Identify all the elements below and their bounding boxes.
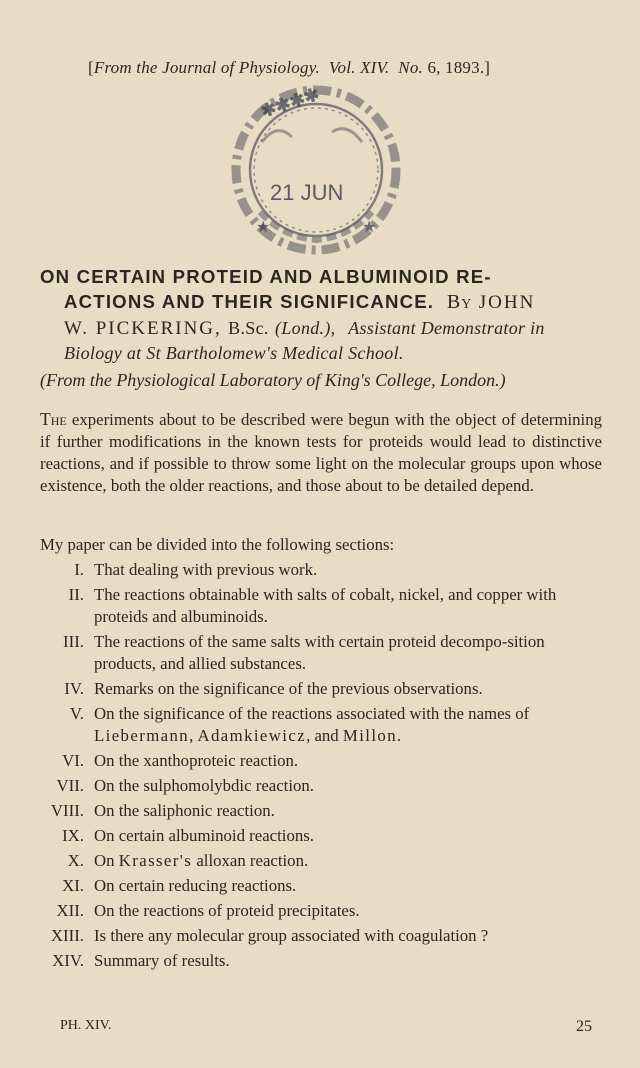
section-number: XI. — [62, 876, 84, 895]
section-item — [40, 584, 602, 628]
section-number: V. — [69, 704, 84, 723]
journal-citation — [88, 58, 558, 78]
section-text — [94, 703, 602, 747]
person-name: Liebermann — [94, 726, 190, 745]
section-number: XII. — [56, 901, 84, 920]
paper-title — [40, 264, 602, 366]
section-number: IV. — [64, 679, 84, 698]
section-list — [40, 534, 602, 972]
title-line-1: ON CERTAIN PROTEID AND ALBUMINOID RE- — [40, 266, 492, 287]
section-text: That dealing with previous work. — [94, 560, 318, 579]
stamp-date: 21 JUN — [270, 180, 344, 205]
section-text: The reactions of the same salts with certain proteid decompo-sition products, and allied substances. — [94, 632, 545, 673]
section-number: VII. — [56, 776, 84, 795]
title-line-2-text: ACTIONS AND THEIR SIGNIFICANCE. — [64, 291, 435, 312]
section-item — [40, 900, 602, 922]
intro-paragraph — [40, 408, 602, 497]
intro-text: experiments about to be described were begun with the object of determining if further modifications in the known tests for proteids would lead to distinctive reactions, and if possible to throw some light on the molecular groups upon whose existence, both the older reactions, and those about to be detailed depend. — [40, 410, 602, 495]
section-text: Summary of results. — [94, 951, 230, 970]
title-line-3 — [40, 315, 602, 341]
section-text: The reactions obtainable with salts of cobalt, nickel, and copper with proteids and albuminoids. — [94, 585, 557, 626]
person-name: Krasser's — [118, 851, 193, 870]
page-footer — [60, 1018, 600, 1036]
title-line-4: Biology at St Bartholomew's Medical School. — [64, 343, 404, 363]
section-text: On the sulphomolybdic reaction. — [94, 776, 314, 795]
section-number: III. — [63, 632, 84, 651]
page-number: 25 — [576, 1018, 592, 1035]
laboratory-affiliation: (From the Physiological Laboratory of King's College, London.) — [40, 370, 506, 390]
section-text-part: , — [189, 726, 198, 745]
author-degree: B.Sc. — [228, 318, 269, 338]
person-name: Adamkiewicz — [197, 726, 307, 745]
svg-text:✱✱✱✱: ✱✱✱✱ — [258, 83, 322, 122]
citation-bracket: [ — [88, 58, 94, 77]
section-text: On the saliphonic reaction. — [94, 801, 275, 820]
section-text-part: On — [94, 851, 119, 870]
section-item — [40, 775, 602, 797]
section-item — [40, 825, 602, 847]
title-line-2 — [40, 289, 602, 315]
section-item — [40, 678, 602, 700]
section-item — [40, 800, 602, 822]
svg-text:★: ★ — [362, 219, 377, 236]
section-item — [40, 750, 602, 772]
section-number: II. — [68, 585, 84, 604]
section-number: IX. — [62, 826, 84, 845]
section-number: XIII. — [50, 926, 84, 945]
section-text: On the xanthoproteic reaction. — [94, 751, 299, 770]
section-text: On certain albuminoid reactions. — [94, 826, 314, 845]
section-number: X. — [67, 851, 84, 870]
section-text: On certain reducing reactions. — [94, 876, 297, 895]
section-number: I. — [74, 560, 84, 579]
library-stamp — [222, 82, 410, 264]
citation-journal: From the Journal of Physiology. — [93, 58, 320, 77]
section-number: XIV. — [52, 951, 84, 970]
section-item — [40, 950, 602, 972]
section-text-part: On the significance of the reactions associated with the names of — [94, 704, 530, 723]
author-role: Assistant Demonstrator in — [348, 318, 545, 338]
section-item — [40, 925, 602, 947]
section-text: Is there any molecular group associated with coagulation ? — [94, 926, 489, 945]
person-name: Millon — [342, 726, 397, 745]
section-text-part: . — [396, 726, 402, 745]
section-item — [40, 875, 602, 897]
citation-number-label: No. — [398, 58, 423, 77]
section-text-part: alloxan reaction. — [192, 851, 309, 870]
section-item — [40, 559, 602, 581]
citation-issue: 6, 1893.] — [427, 58, 491, 77]
intro-first-word: The — [40, 409, 67, 429]
section-number: VIII. — [50, 801, 84, 820]
author-first-name: JOHN — [478, 292, 536, 313]
footer-signature-mark: PH. XIV. — [60, 1018, 112, 1033]
section-item — [40, 703, 602, 747]
svg-text:★: ★ — [256, 219, 271, 236]
author-by: By — [446, 291, 473, 313]
section-list-intro: My paper can be divided into the following sections: — [40, 535, 395, 554]
section-text: Remarks on the significance of the previous observations. — [94, 679, 483, 698]
section-item — [40, 850, 602, 872]
citation-volume: Vol. XIV. — [328, 58, 390, 77]
author-surname: W. PICKERING, — [64, 318, 222, 339]
section-text — [94, 850, 602, 872]
section-number: VI. — [62, 751, 84, 770]
section-text: On the reactions of proteid precipitates. — [94, 901, 360, 920]
section-text-part: , and — [306, 726, 343, 745]
author-degree-place: (Lond.), — [275, 318, 336, 338]
section-item — [40, 631, 602, 675]
